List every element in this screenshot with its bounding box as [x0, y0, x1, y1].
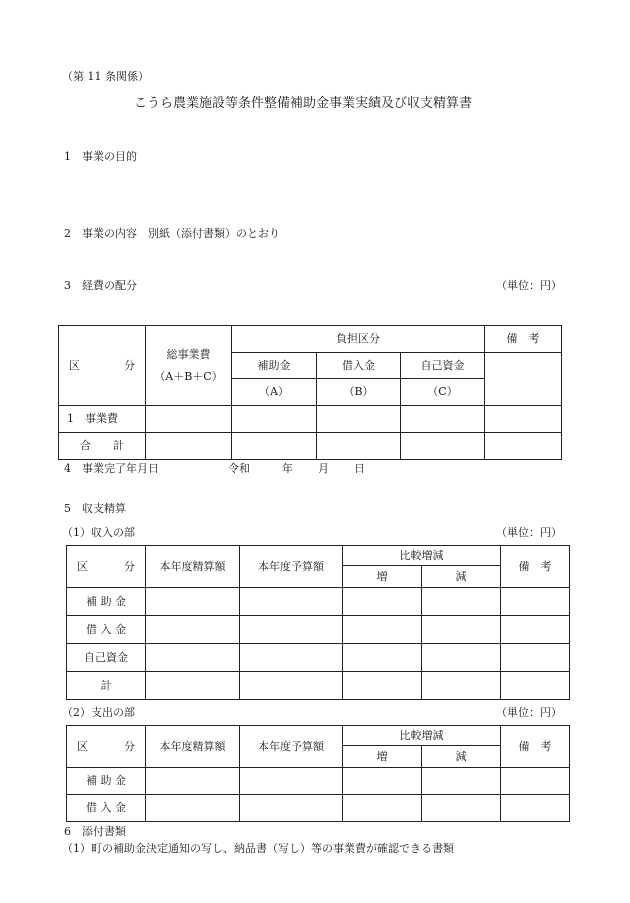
- table-row: [67, 644, 570, 672]
- expense-table: [66, 725, 570, 822]
- income-section-label: （1）収入の部: [62, 526, 135, 539]
- expense-header-compare: 比較増減: [343, 726, 501, 746]
- income-cell[interactable]: [501, 644, 570, 672]
- section-1-purpose: 1 事業の目的: [64, 150, 137, 163]
- income-cell[interactable]: [501, 616, 570, 644]
- document-title: こうら農業施設等条件整備補助金事業実績及び収支精算書: [134, 96, 473, 111]
- alloc-cell[interactable]: [317, 406, 401, 433]
- income-cell[interactable]: [240, 672, 343, 700]
- alloc-header-subsidy-code: （A）: [232, 379, 317, 406]
- section-3-allocation: 3 経費の配分: [64, 279, 137, 292]
- income-row-label: 自己資金: [67, 644, 146, 672]
- completion-era: 令和: [228, 462, 250, 475]
- expense-unit: （単位：円）: [496, 706, 562, 719]
- alloc-header-subsidy: 補助金: [232, 353, 317, 379]
- expense-row-label: 補 助 金: [67, 768, 146, 795]
- expense-cell[interactable]: [501, 795, 570, 822]
- income-cell[interactable]: [422, 672, 501, 700]
- income-row-label: 補 助 金: [67, 588, 146, 616]
- income-header-compare: 比較増減: [343, 546, 501, 566]
- income-cell[interactable]: [343, 616, 422, 644]
- income-cell[interactable]: [240, 588, 343, 616]
- expense-cell[interactable]: [501, 768, 570, 795]
- income-cell[interactable]: [422, 644, 501, 672]
- table-row: [67, 588, 570, 616]
- section-5-settlement: 5 収支精算: [64, 502, 126, 515]
- income-cell[interactable]: [240, 616, 343, 644]
- expense-section-label: （2）支出の部: [62, 706, 135, 719]
- table-row: [67, 616, 570, 644]
- expense-header-kubun: 区 分: [67, 726, 146, 768]
- expense-cell[interactable]: [422, 768, 501, 795]
- completion-year: 年: [282, 462, 293, 475]
- alloc-row-project-cost: 1 事業費: [59, 406, 146, 433]
- expense-cell[interactable]: [146, 768, 240, 795]
- alloc-header-kubun: 区 分: [59, 326, 146, 406]
- section-2-content: 2 事業の内容 別紙（添付書類）のとおり: [64, 227, 280, 240]
- table-row: [67, 672, 570, 700]
- expense-header-actual: 本年度精算額: [146, 726, 240, 768]
- income-cell[interactable]: [343, 672, 422, 700]
- income-cell[interactable]: [146, 616, 240, 644]
- alloc-header-remarks: 備 考: [485, 326, 562, 353]
- income-cell[interactable]: [501, 672, 570, 700]
- expense-row-label: 借 入 金: [67, 795, 146, 822]
- expense-header-budget: 本年度予算額: [240, 726, 343, 768]
- income-row-label: 計: [67, 672, 146, 700]
- income-cell[interactable]: [422, 616, 501, 644]
- attachment-item-1: （1）町の補助金決定通知の写し、納品書（写し）等の事業費が確認できる書類: [62, 842, 454, 855]
- income-header-actual: 本年度精算額: [146, 546, 240, 588]
- completion-day: 日: [354, 462, 365, 475]
- alloc-header-burden: 負担区分: [232, 326, 485, 353]
- income-cell[interactable]: [343, 588, 422, 616]
- article-reference: （第 11 条関係）: [62, 70, 149, 83]
- alloc-cell[interactable]: [317, 433, 401, 460]
- alloc-header-total: 総事業費 （A＋B＋C）: [146, 326, 232, 406]
- section-3-unit: （単位：円）: [496, 279, 562, 292]
- table-row: [59, 433, 562, 460]
- income-header-budget: 本年度予算額: [240, 546, 343, 588]
- income-header-increase: 増: [343, 566, 422, 588]
- allocation-table: [58, 325, 562, 460]
- income-unit: （単位：円）: [496, 526, 562, 539]
- alloc-cell[interactable]: [146, 433, 232, 460]
- alloc-remarks-blank: [485, 353, 562, 406]
- income-cell[interactable]: [501, 588, 570, 616]
- expense-cell[interactable]: [240, 795, 343, 822]
- alloc-cell[interactable]: [485, 433, 562, 460]
- alloc-header-own-code: （C）: [401, 379, 485, 406]
- alloc-cell[interactable]: [232, 406, 317, 433]
- alloc-header-loan-code: （B）: [317, 379, 401, 406]
- expense-cell[interactable]: [343, 795, 422, 822]
- alloc-cell[interactable]: [146, 406, 232, 433]
- expense-cell[interactable]: [240, 768, 343, 795]
- alloc-header-loan: 借入金: [317, 353, 401, 379]
- expense-cell[interactable]: [422, 795, 501, 822]
- expense-header-increase: 増: [343, 746, 422, 768]
- income-row-label: 借 入 金: [67, 616, 146, 644]
- table-row: [59, 406, 562, 433]
- table-row: [67, 795, 570, 822]
- completion-month: 月: [318, 462, 329, 475]
- income-cell[interactable]: [146, 588, 240, 616]
- income-cell[interactable]: [240, 644, 343, 672]
- alloc-cell[interactable]: [401, 406, 485, 433]
- income-header-decrease: 減: [422, 566, 501, 588]
- alloc-row-total: 合 計: [59, 433, 146, 460]
- alloc-cell[interactable]: [485, 406, 562, 433]
- expense-cell[interactable]: [146, 795, 240, 822]
- income-cell[interactable]: [146, 672, 240, 700]
- alloc-cell[interactable]: [232, 433, 317, 460]
- income-header-remarks: 備 考: [501, 546, 570, 588]
- income-cell[interactable]: [343, 644, 422, 672]
- expense-header-decrease: 減: [422, 746, 501, 768]
- income-cell[interactable]: [422, 588, 501, 616]
- alloc-cell[interactable]: [401, 433, 485, 460]
- income-header-kubun: 区 分: [67, 546, 146, 588]
- expense-header-remarks: 備 考: [501, 726, 570, 768]
- expense-cell[interactable]: [343, 768, 422, 795]
- section-6-attachments: 6 添付書類: [64, 825, 126, 838]
- alloc-header-own: 自己資金: [401, 353, 485, 379]
- table-row: [67, 768, 570, 795]
- section-4-completion-date: 4 事業完了年月日: [64, 462, 159, 475]
- income-cell[interactable]: [146, 644, 240, 672]
- income-table: [66, 545, 570, 700]
